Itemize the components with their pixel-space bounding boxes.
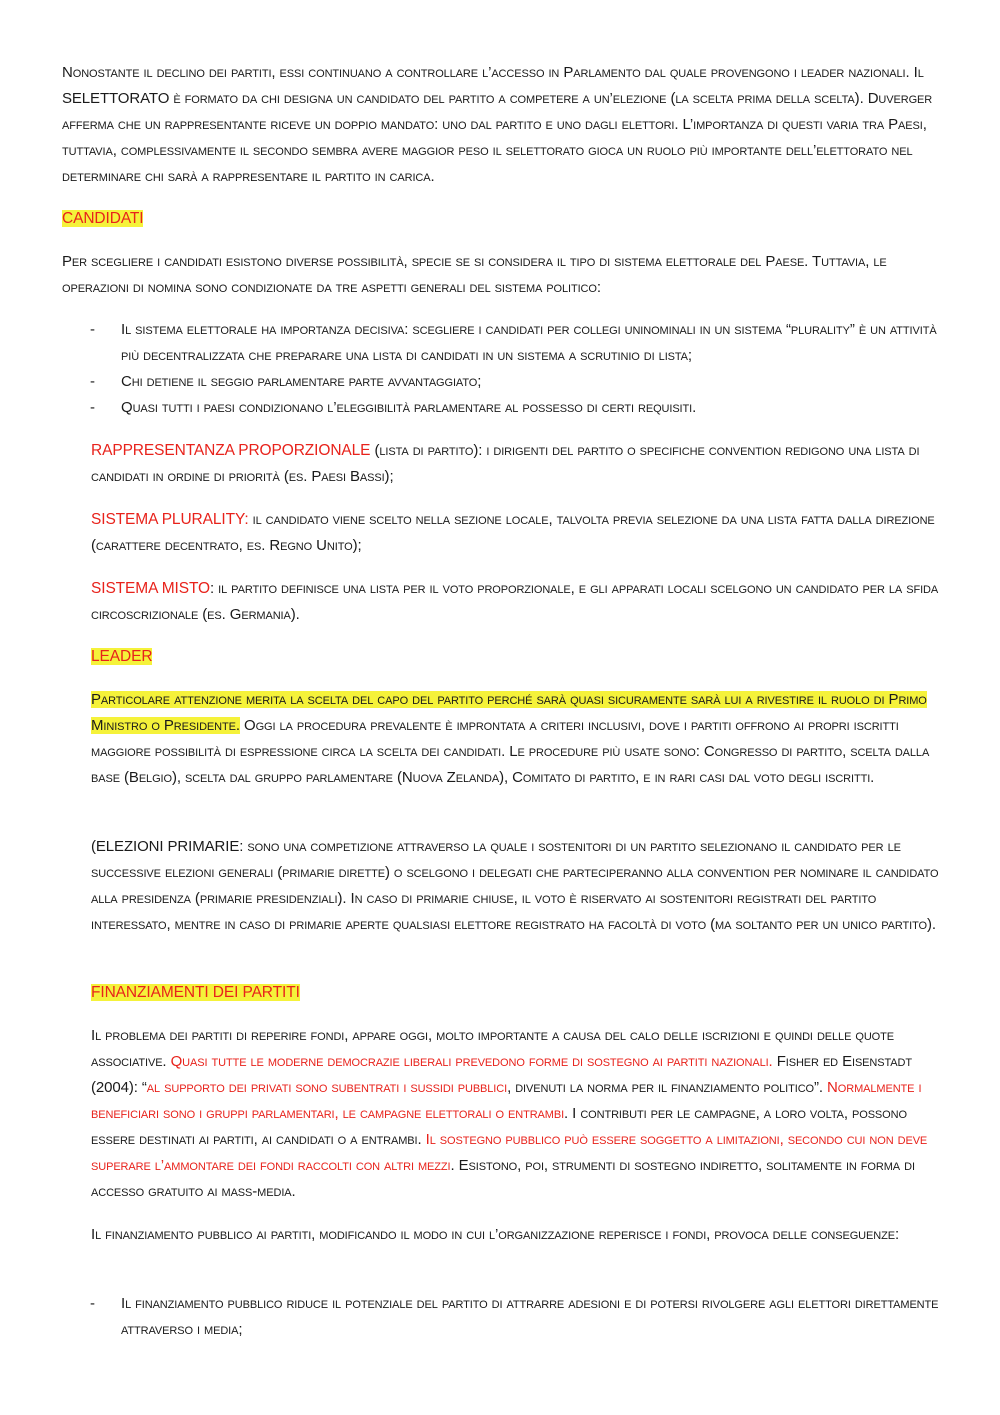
- plurality-paragraph: [91, 507, 941, 559]
- fin-red-3: Normalmente i beneficiari sono i gruppi parlamentari, le campagne elettorali o entrambi: [91, 1079, 922, 1122]
- bullet-marker: -: [90, 321, 95, 338]
- bullet-marker: -: [90, 373, 95, 390]
- selettorato-term: SELETTORATO: [62, 90, 170, 107]
- fin-red-4: Il sostegno pubblico può essere soggetto a limitazioni, secondo cui non deve superare l’ammontare dei fondi raccolti con altri mezzi: [91, 1131, 928, 1174]
- leader-heading-row: [91, 644, 941, 670]
- leader-paragraph: [91, 687, 941, 791]
- fin-red-1: Quasi tutte le moderne democrazie liberali prevedono forme di sostegno ai partiti nazionali.: [170, 1053, 773, 1070]
- fin-text-1: Il problema dei partiti di reperire fondi, appare oggi, molto importante a causa del calo delle iscrizioni e quindi delle quote associative.: [91, 1027, 894, 1070]
- primarie-label: (ELEZIONI PRIMARIE: [91, 838, 240, 855]
- proporzionale-label: RAPPRESENTANZA PROPORZIONALE: [91, 442, 371, 459]
- misto-label: SISTEMA MISTO: [91, 580, 210, 597]
- fin-text-5: . Esistono, poi, strumenti di sostegno indiretto, solitamente in forma di accesso gratuito ai mass-media.: [91, 1157, 915, 1200]
- fin-text-4: . I contributi per le campagne, a loro volta, possono essere destinati ai partiti, ai candidati o a entrambi.: [91, 1105, 907, 1148]
- finanziamenti-conseguenze: Il finanziamento pubblico ai partiti, modificando il modo in cui l’organizzazione reperisce i fondi, provoca delle conseguenze:: [91, 1226, 900, 1243]
- finanziamenti-heading: FINANZIAMENTI DEI PARTITI: [91, 984, 300, 1001]
- leader-text: Oggi la procedura prevalente è improntata a criteri inclusivi, dove i partiti offrono ai propri iscritti maggiore possibilità di espressione circa la scelta dei candidati. Le procedure più usate sono: Congresso di partito, scelta dalla base (Belgio), scelta dal gruppo parlamentare (Nuova Zelanda), Comitato di partito, e in rari casi dal voto degli iscritti.: [91, 717, 930, 786]
- proporzionale-paragraph: [91, 438, 941, 490]
- intro-text-1: Nonostante il declino dei partiti, essi continuano a controllare l’accesso in Parlamento dal quale provengono i leader nazionali. Il: [62, 64, 924, 81]
- finanziamenti-heading-row: [91, 980, 941, 1006]
- primarie-paragraph: [91, 834, 941, 938]
- proporzionale-text: (lista di partito): i dirigenti del partito o specifiche convention redigono una lista di candidati in ordine di priorità (es. Paesi Bassi);: [91, 442, 920, 485]
- bullet-marker: -: [90, 1295, 95, 1312]
- finanziamenti-paragraph: [91, 1023, 941, 1205]
- fin-red-2: al supporto dei privati sono subentrati i sussidi pubblici: [146, 1079, 508, 1096]
- candidati-intro: Per scegliere i candidati esistono diverse possibilità, specie se si considera il tipo di sistema elettorale del Paese. Tuttavia, le operazioni di nomina sono condizionate da tre aspetti generali del sistema politico:: [62, 253, 887, 296]
- intro-paragraph: [62, 60, 940, 190]
- primarie-text: : sono una competizione attraverso la quale i sostenitori di un partito selezionano il candidato per le successive elezioni generali (primarie dirette) o scelgono i delegati che parteciperanno alla convention per nominare il candidato alla presidenza (primarie presidenziali). In caso di primarie chiuse, il voto è riservato ai sostenitori registrati del partito interessato, mentre in caso di primarie aperte qualsiasi elettore registrato ha facoltà di voto (ma soltanto per un unico partito).: [91, 838, 939, 933]
- candidati-bullet-3: Quasi tutti i paesi condizionano l’eleggibilità parlamentare al possesso di certi requisiti.: [121, 399, 697, 416]
- plurality-label: SISTEMA PLURALITY:: [91, 511, 249, 528]
- finanziamenti-bullet-1: Il finanziamento pubblico riduce il potenziale del partito di attrarre adesioni e di potersi rivolgere agli elettori direttamente attraverso i media;: [121, 1295, 939, 1338]
- leader-heading: LEADER: [91, 648, 153, 665]
- misto-text: : il partito definisce una lista per il voto proporzionale, e gli apparati locali scelgono un candidato per la sfida circoscrizionale (es. Germania).: [91, 580, 939, 623]
- intro-text-2: è formato da chi designa un candidato del partito a competere a un’elezione (la scelta prima della scelta). Duverger afferma che un rappresentante riceve un doppio mandato: uno dal partito e uno dagli elettori. L’importanza di questi varia tra Paesi, tuttavia, complessivamente il secondo sembra avere maggior peso il selettorato gioca un ruolo più importante dell’elettorato nel determinare chi sarà a rappresentare il partito in carica.: [62, 90, 933, 185]
- plurality-text: il candidato viene scelto nella sezione locale, talvolta previa selezione da una lista fatta dalla direzione (carattere decentrato, es. Regno Unito);: [91, 511, 935, 554]
- candidati-bullet-1: Il sistema elettorale ha importanza decisiva: scegliere i candidati per collegi uninominali in un sistema “plurality” è un attività più decentralizzata che preparare una lista di candidati in un sistema a scrutinio di lista;: [121, 321, 937, 364]
- bullet-marker: -: [90, 399, 95, 416]
- misto-paragraph: [91, 576, 941, 628]
- candidati-heading-row: [62, 206, 940, 232]
- candidati-heading: CANDIDATI: [62, 210, 144, 227]
- fin-text-2: Fisher ed Eisenstadt (2004): “: [91, 1053, 913, 1096]
- candidati-bullet-2: Chi detiene il seggio parlamentare parte avvantaggiato;: [121, 373, 482, 390]
- fin-text-3: , divenuti la norma per il finanziamento politico”.: [507, 1079, 828, 1096]
- leader-highlight: Particolare attenzione merita la scelta del capo del partito perché sarà quasi sicuramente sarà lui a rivestire il ruolo di Primo Ministro o Presidente.: [91, 691, 927, 734]
